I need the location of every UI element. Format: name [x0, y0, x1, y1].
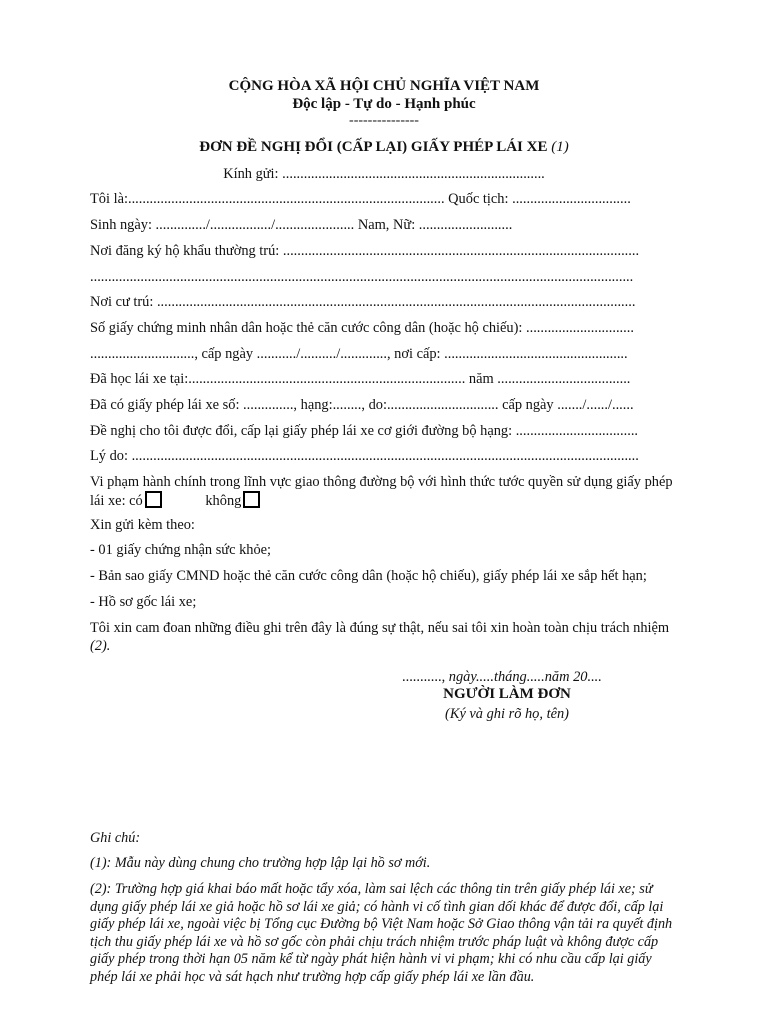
- attachment-item-3: - Hồ sơ gốc lái xe;: [90, 594, 197, 610]
- reason-line: Lý do: .............................................................................................................................................: [90, 448, 639, 464]
- violation-no-checkbox[interactable]: [243, 491, 260, 508]
- signature-hint: (Ký và ghi rõ họ, tên): [445, 706, 569, 722]
- violation-text: Vi phạm hành chính trong lĩnh vực giao thông đường bộ với hình thức tước quyền sử dụng giấy phép lái xe: có: [90, 474, 673, 509]
- signature-role: NGƯỜI LÀM ĐƠN: [443, 686, 571, 702]
- violation-yes-checkbox[interactable]: [145, 491, 162, 508]
- pledge-paragraph: [90, 619, 680, 655]
- name-line: Tôi là:........................................................................................ Quốc tịch: .................................: [90, 191, 631, 207]
- id-number-line: Số giấy chứng minh nhân dân hoặc thẻ căn cước công dân (hoặc hộ chiếu): ..............................: [90, 320, 634, 336]
- note-1: (1): Mẫu này dùng chung cho trường hợp lập lại hồ sơ mới.: [90, 855, 431, 871]
- note-2: (2): Trường hợp giá khai báo mất hoặc tẩy xóa, làm sai lệch các thông tin trên giấy phép lái xe; sử dụng giấy phép lái xe giả hoặc hồ sơ lái xe giả; có hành vi cố tình gian dối khác để được đổi, cấp lại giấy phép lái xe, ngoài việc bị Tổng cục Đường bộ Việt Nam hoặc Sở Giao thông vận tải ra quyết định tịch thu giấy phép lái xe và hồ sơ gốc còn phải chịu trách nhiệm trước pháp luật và không được cấp giấy phép trong thời hạn 05 năm kể từ ngày phát hiện hành vi vi phạm; khi có nhu cầu cấp lại giấy phép lái xe phải học và sát hạch như trường hợp cấp giấy phép lái xe lần đầu.: [90, 881, 673, 985]
- motto-divider: ---------------: [349, 113, 419, 128]
- violation-paragraph: [90, 473, 680, 510]
- pledge-note: (2).: [90, 638, 111, 654]
- notes-title: Ghi chú:: [90, 830, 141, 846]
- country-heading: CỘNG HÒA XÃ HỘI CHỦ NGHĨA VIỆT NAM: [228, 78, 540, 94]
- attachment-item-1: - 01 giấy chứng nhận sức khỏe;: [90, 542, 272, 558]
- greeting-line: Kính gửi: .........................................................................: [223, 166, 545, 182]
- current-residence-line: Nơi cư trú: .....................................................................................................................................: [90, 294, 636, 310]
- form-title-note: (1): [551, 139, 569, 155]
- existing-license-line: Đã có giấy phép lái xe số: .............., hạng:........, do:............................... cấp ngày ......./....../......: [90, 397, 634, 413]
- motto: Độc lập - Tự do - Hạnh phúc: [292, 96, 476, 112]
- permanent-residence-line: Nơi đăng ký hộ khẩu thường trú: ...................................................................................................: [90, 243, 640, 259]
- permanent-residence-continued: .......................................................................................................................................................: [90, 269, 634, 285]
- pledge-text: Tôi xin cam đoan những điều ghi trên đây là đúng sự thật, nếu sai tôi xin hoàn toàn chịu trách nhiệm: [90, 620, 670, 636]
- signature-date-text: ngày.....tháng.....năm 20....: [448, 669, 602, 685]
- form-title-text: ĐƠN ĐỀ NGHỊ ĐỔI (CẤP LẠI) GIẤY PHÉP LÁI XE: [199, 139, 548, 155]
- id-issue-line: ............................., cấp ngày .........../........../............., nơi cấp: ...................................................: [90, 346, 628, 362]
- violation-no-label: không: [205, 493, 242, 509]
- driving-school-line: Đã học lái xe tại:............................................................................. năm .....................................: [90, 371, 631, 387]
- birth-line: Sinh ngày: ............../................./...................... Nam, Nữ: ..........................: [90, 217, 513, 233]
- attachment-item-2: - Bản sao giấy CMND hoặc thẻ căn cước công dân (hoặc hộ chiếu), giấy phép lái xe sắp hết hạn;: [90, 568, 647, 584]
- form-title: [0, 139, 768, 156]
- signature-date-line: [402, 669, 602, 686]
- attachments-title: Xin gửi kèm theo:: [90, 517, 195, 533]
- request-line: Đề nghị cho tôi được đổi, cấp lại giấy phép lái xe cơ giới đường bộ hạng: ..................................: [90, 423, 639, 439]
- signature-date-dots: ...........,: [402, 669, 446, 685]
